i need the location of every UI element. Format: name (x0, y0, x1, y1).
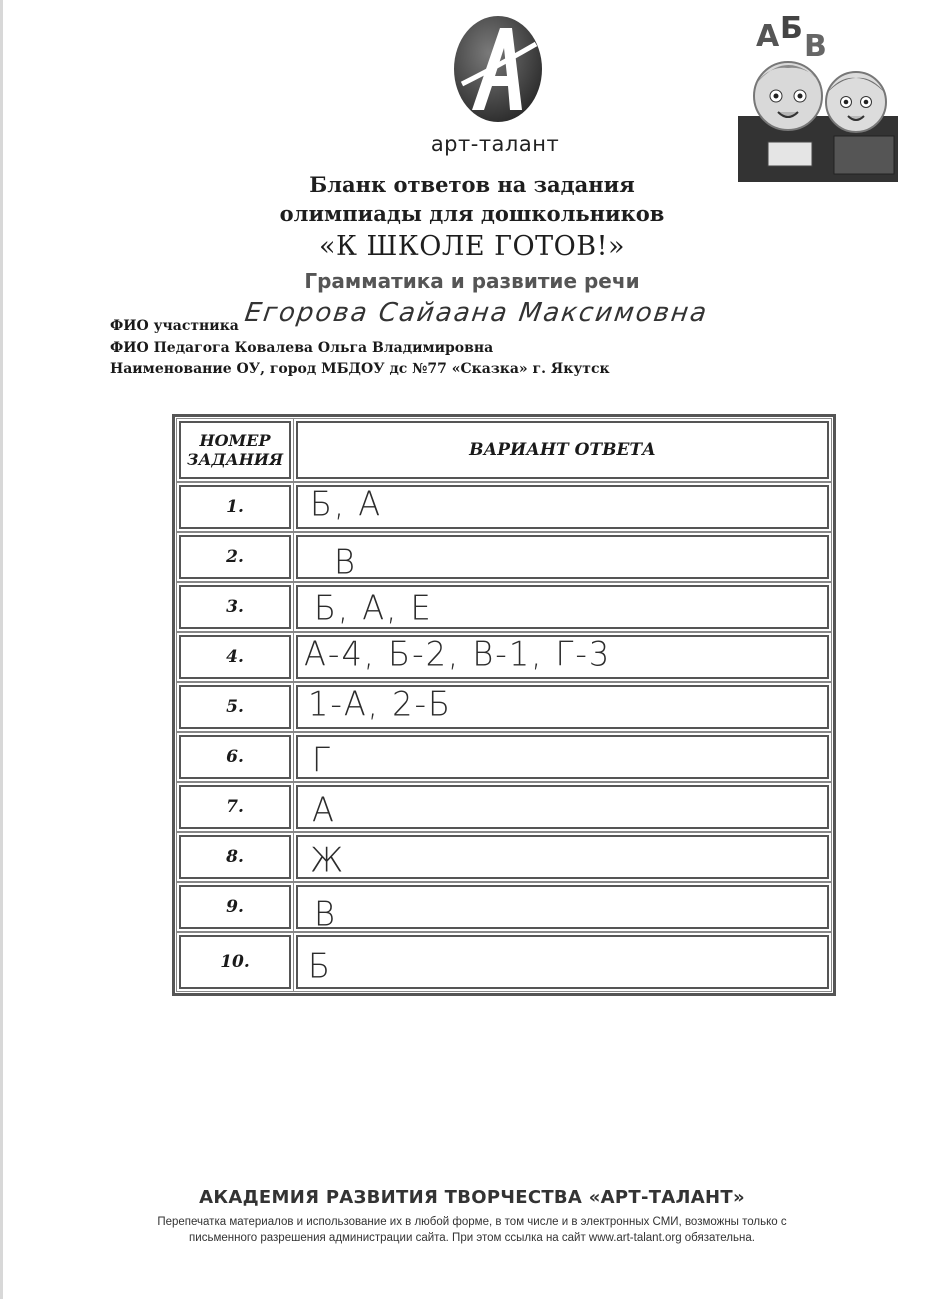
footer-copyright-note: Перепечатка материалов и использование их в любой форме, в том числе и в электронных СМИ, возможны только с письменного разрешения администрации сайта. При этом ссылка на сайт www.art-talant.org обязательна. (157, 1216, 787, 1244)
svg-text:Б: Б (780, 11, 803, 46)
task-number: 2. (179, 535, 291, 579)
answer-handwritten: В (334, 542, 357, 582)
answer-cell[interactable] (296, 635, 829, 679)
answer-cell[interactable] (296, 935, 829, 989)
answer-cell[interactable] (296, 485, 829, 529)
task-number: 6. (179, 735, 291, 779)
answer-cell[interactable] (296, 735, 829, 779)
answer-handwritten: Б, А (310, 484, 383, 524)
subject-title: Грамматика и развитие речи (304, 269, 640, 293)
task-number: 7. (179, 785, 291, 829)
logo-text: арт-талант (430, 132, 560, 156)
table-row (175, 535, 833, 581)
task-number: 9. (179, 885, 291, 929)
answer-handwritten: В (314, 894, 337, 934)
task-number: 5. (179, 685, 291, 729)
task-number: 4. (179, 635, 291, 679)
form-title-line-2: олимпиады для дошкольников (279, 201, 665, 226)
answer-table (172, 414, 836, 996)
answer-cell[interactable] (296, 835, 829, 879)
answer-cell[interactable] (296, 585, 829, 629)
art-talant-logo-icon (452, 14, 544, 124)
task-number: 1. (179, 485, 291, 529)
answer-handwritten: А-4, Б-2, В-1, Г-3 (304, 634, 612, 674)
answer-cell[interactable] (296, 785, 829, 829)
answer-handwritten: А (312, 790, 336, 830)
table-header-row (175, 421, 833, 481)
answer-cell[interactable] (296, 685, 829, 729)
answer-cell[interactable] (296, 885, 829, 934)
table-row (175, 485, 833, 531)
olympiad-name: «К ШКОЛЕ ГОТОВ!» (318, 231, 626, 262)
footer-title: АКАДЕМИЯ РАЗВИТИЯ ТВОРЧЕСТВА «АРТ-ТАЛАНТ» (199, 1187, 745, 1208)
svg-text:В: В (804, 29, 827, 64)
answer-handwritten: Б, А, Е (314, 588, 433, 628)
answer-cell[interactable] (296, 535, 829, 582)
task-number: 8. (179, 835, 291, 879)
table-row (175, 635, 833, 681)
table-row (175, 935, 833, 991)
header-answer-variant: ВАРИАНТ ОТВЕТА (296, 421, 829, 479)
kids-illustration (738, 10, 904, 182)
table-row (175, 885, 833, 934)
table-row (175, 685, 833, 731)
task-number: 3. (179, 585, 291, 629)
table-row (175, 735, 833, 781)
form-title-line-1: Бланк ответов на задания (309, 172, 635, 197)
svg-text:А: А (756, 19, 780, 54)
participant-label: ФИО участника (110, 318, 239, 334)
participant-handwritten-name: Егорова Сайаана Максимовна (242, 298, 711, 328)
table-row (175, 835, 833, 881)
answer-handwritten: 1-А, 2-Б (308, 684, 452, 724)
answer-handwritten: Г (312, 740, 332, 780)
answer-handwritten: Б (308, 946, 332, 986)
task-number: 10. (179, 935, 291, 989)
answer-handwritten: Ж (310, 840, 346, 880)
school-info: Наименование ОУ, город МБДОУ дс №77 «Сказка» г. Якутск (110, 361, 610, 377)
header-task-number: НОМЕР ЗАДАНИЯ (179, 421, 291, 479)
table-row (175, 785, 833, 831)
table-row (175, 585, 833, 631)
teacher-info: ФИО Педагога Ковалева Ольга Владимировна (110, 340, 494, 356)
